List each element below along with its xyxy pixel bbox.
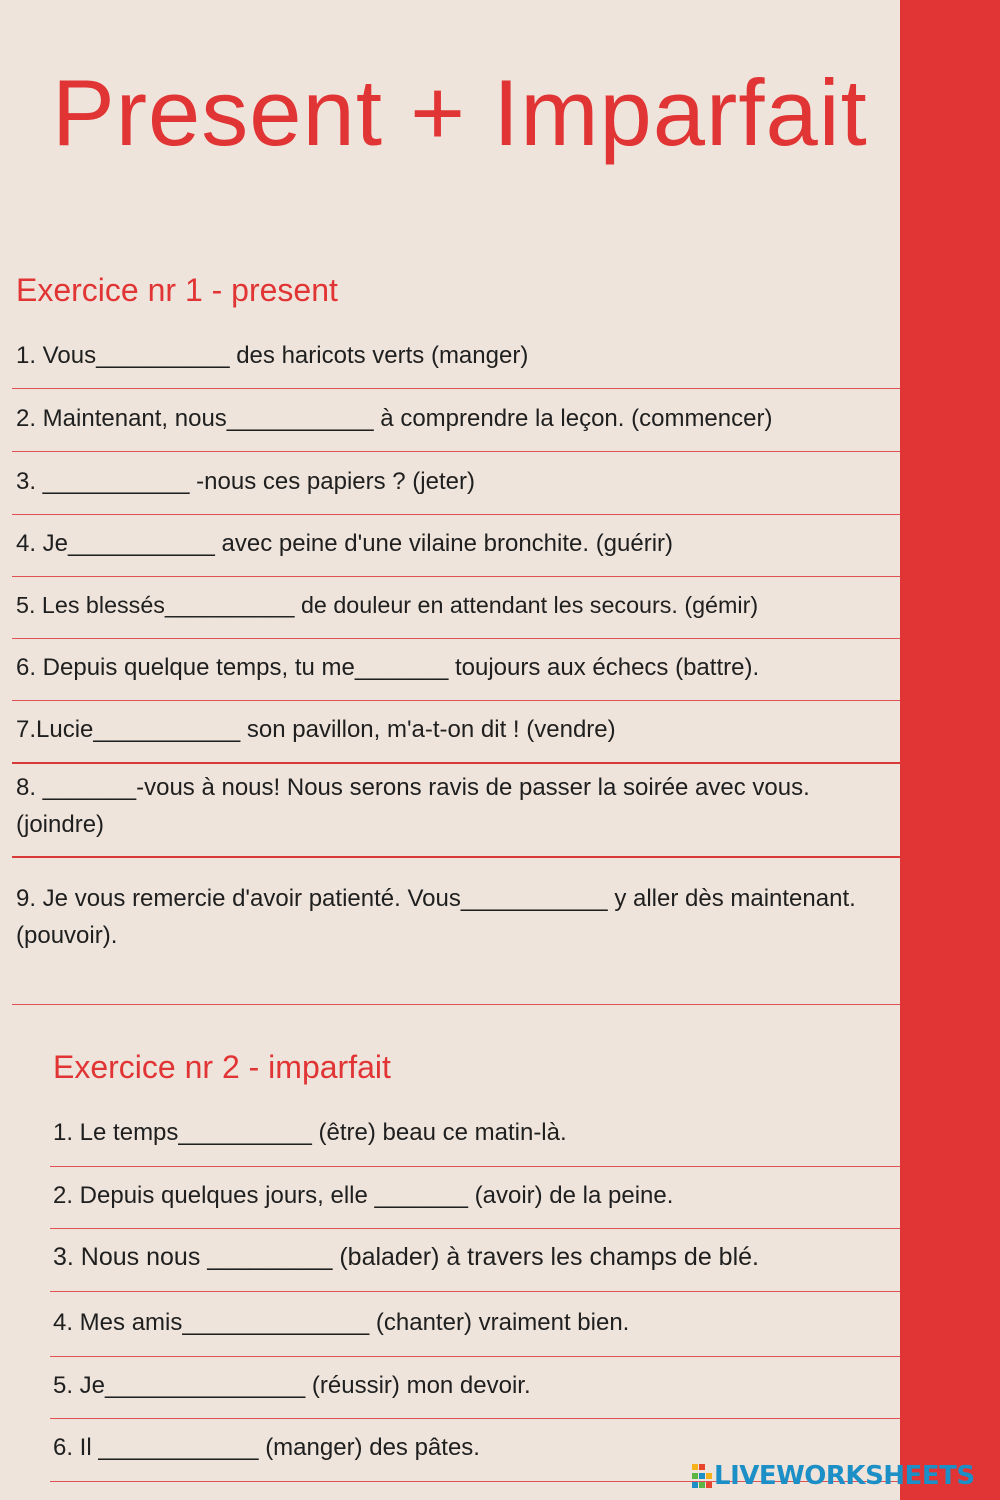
section-divider [12,1004,900,1005]
liveworksheets-logo [692,1459,975,1493]
watermark-text: LIVEWORKSHEETS [714,1461,975,1491]
liveworksheets-mark-icon [692,1464,712,1488]
row-divider [50,1228,900,1229]
worksheet-title: Present + Imparfait [52,60,868,165]
exercise-2-item-2[interactable]: 2. Depuis quelques jours, elle _______ (avoir) de la peine. [53,1182,674,1209]
row-divider [12,451,900,452]
row-divider [12,388,900,389]
exercise-2-heading: Exercice nr 2 - imparfait [53,1049,391,1085]
exercise-1-item-9[interactable]: 9. Je vous remercie d'avoir patienté. Vous___________ y aller dès maintenant. (pouvoir). [16,885,856,949]
exercise-1-item-5[interactable]: 5. Les blessés__________ de douleur en attendant les secours. (gémir) [16,592,759,618]
row-divider [50,1356,900,1357]
row-divider [12,576,900,577]
row-divider [50,1166,900,1167]
row-divider [12,638,900,639]
exercise-1-item-8[interactable]: 8. _______-vous à nous! Nous serons ravis de passer la soirée avec vous. (joindre) [16,774,810,838]
exercise-1-item-3[interactable]: 3. ___________ -nous ces papiers ? (jeter) [16,468,475,495]
exercise-1-item-4[interactable]: 4. Je___________ avec peine d'une vilaine bronchite. (guérir) [16,530,674,557]
row-divider [50,1418,900,1419]
exercise-2-item-4[interactable]: 4. Mes amis______________ (chanter) vraiment bien. [53,1309,630,1336]
exercise-1-item-2[interactable]: 2. Maintenant, nous___________ à comprendre la leçon. (commencer) [16,405,773,432]
row-divider [12,700,900,701]
exercise-2-item-1[interactable]: 1. Le temps__________ (être) beau ce matin-là. [53,1119,567,1146]
exercise-1-item-6[interactable]: 6. Depuis quelque temps, tu me_______ toujours aux échecs (battre). [16,654,760,681]
exercise-2-item-5[interactable]: 5. Je_______________ (réussir) mon devoir. [53,1372,531,1399]
row-divider [12,762,900,764]
exercise-1-item-7[interactable]: 7.Lucie___________ son pavillon, m'a-t-on dit ! (vendre) [16,716,616,743]
exercise-2-item-6[interactable]: 6. Il ____________ (manger) des pâtes. [53,1434,480,1461]
exercise-2-item-3[interactable]: 3. Nous nous _________ (balader) à travers les champs de blé. [53,1243,759,1271]
red-side-bar [900,0,1000,1500]
row-divider [50,1291,900,1292]
row-divider [12,514,900,515]
exercise-1-item-1[interactable]: 1. Vous__________ des haricots verts (manger) [16,342,529,369]
row-divider [12,856,900,858]
exercise-1-heading: Exercice nr 1 - present [16,272,338,308]
